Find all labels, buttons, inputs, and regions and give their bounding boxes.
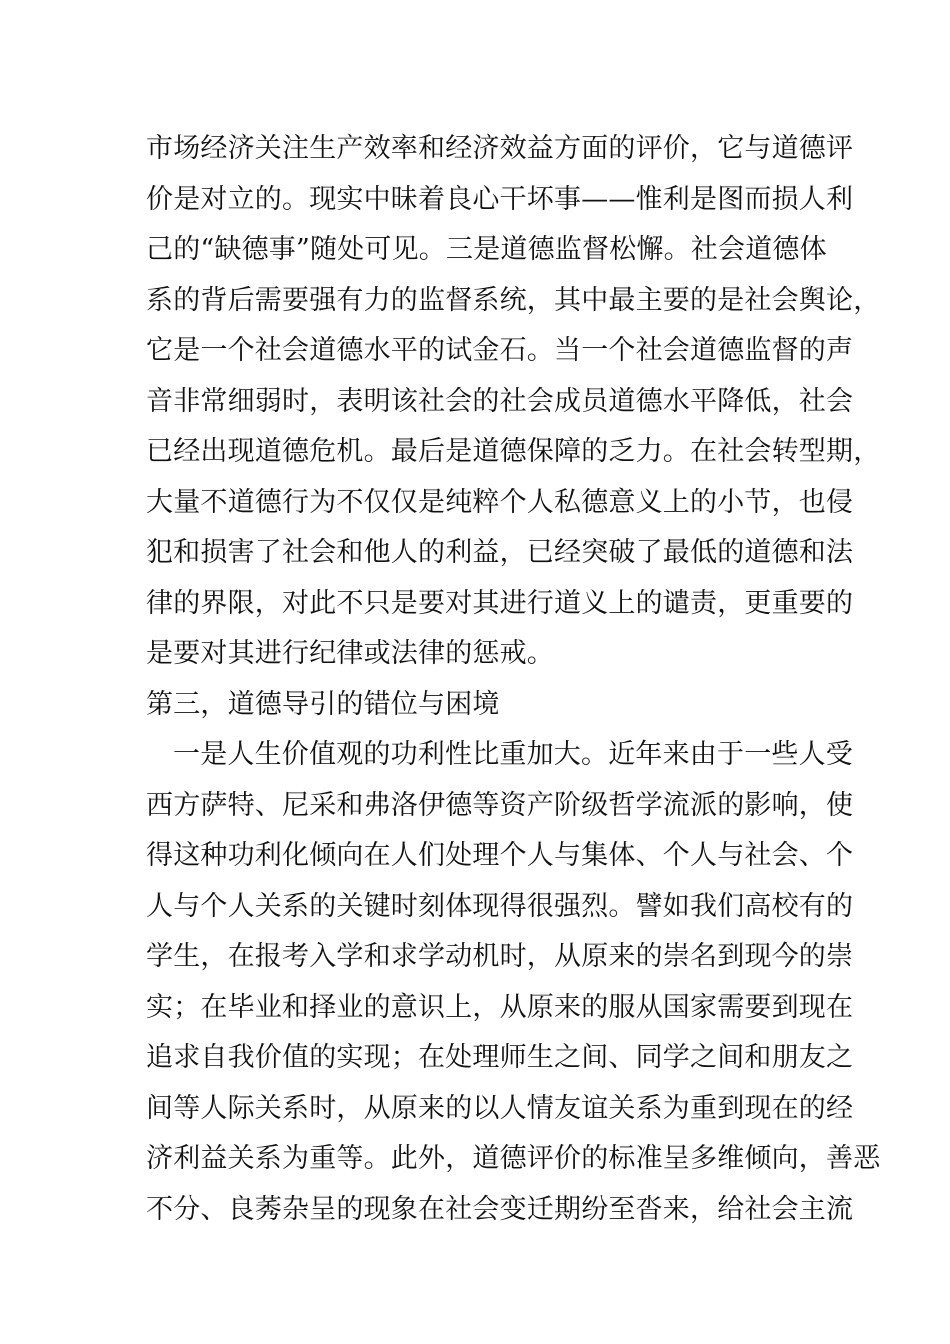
text-line: 人与个人关系的关键时刻体现得很强烈。譬如我们高校有的 [146, 890, 854, 922]
text-line: 系的背后需要强有力的监督系统，其中最主要的是社会舆论， [146, 284, 881, 316]
text-line: 市场经济关注生产效率和经济效益方面的评价，它与道德评 [146, 133, 854, 164]
text-line: 犯和损害了社会和他人的利益，已经突破了最低的道德和法 [146, 537, 854, 568]
paragraph-2 [146, 730, 881, 1235]
text-line: 是要对其进行纪律或法律的惩戒。 [146, 638, 554, 669]
text-line: 不分、良莠杂呈的现象在社会变迁期纷至沓来，给社会主流 [146, 1193, 854, 1225]
text-line: 音非常细弱时，表明该社会的社会成员道德水平降低，社会 [146, 385, 854, 417]
text-line: 追求自我价值的实现；在处理师生之间、同学之间和朋友之 [146, 1042, 854, 1073]
text-line: 西方萨特、尼采和弗洛伊德等资产阶级哲学流派的影响，使 [146, 789, 854, 821]
text-line: 大量不道德行为不仅仅是纯粹个人私德意义上的小节，也侵 [146, 486, 854, 518]
text-line: 价是对立的。现实中昧着良心干坏事——惟利是图而损人利 [146, 183, 854, 215]
text-line: 实；在毕业和择业的意识上，从原来的服从国家需要到现在 [146, 991, 854, 1023]
text-line: 学生，在报考入学和求学动机时，从原来的崇名到现今的崇 [146, 941, 854, 972]
paragraph-1 [146, 124, 881, 680]
text-line: 己的“缺德事”随处可见。三是道德监督松懈。社会道德体 [146, 234, 827, 265]
text-line: 它是一个社会道德水平的试金石。当一个社会道德监督的声 [146, 335, 854, 366]
text-line: 一是人生价值观的功利性比重加大。近年来由于一些人受 [173, 739, 853, 770]
text-line: 律的界限，对此不只是要对其进行道义上的谴责，更重要的 [146, 587, 854, 619]
body-text [146, 124, 881, 1235]
text-line: 间等人际关系时，从原来的以人情友谊关系为重到现在的经 [146, 1092, 854, 1124]
text-line: 已经出现道德危机。最后是道德保障的乏力。在社会转型期， [146, 436, 881, 467]
text-line: 得这种功利化倾向在人们处理个人与集体、个人与社会、个 [146, 840, 854, 871]
text-line: 济利益关系为重等。此外，道德评价的标准呈多维倾向，善恶 [146, 1143, 881, 1174]
section-heading: 第三，道德导引的错位与困境 [146, 688, 500, 720]
